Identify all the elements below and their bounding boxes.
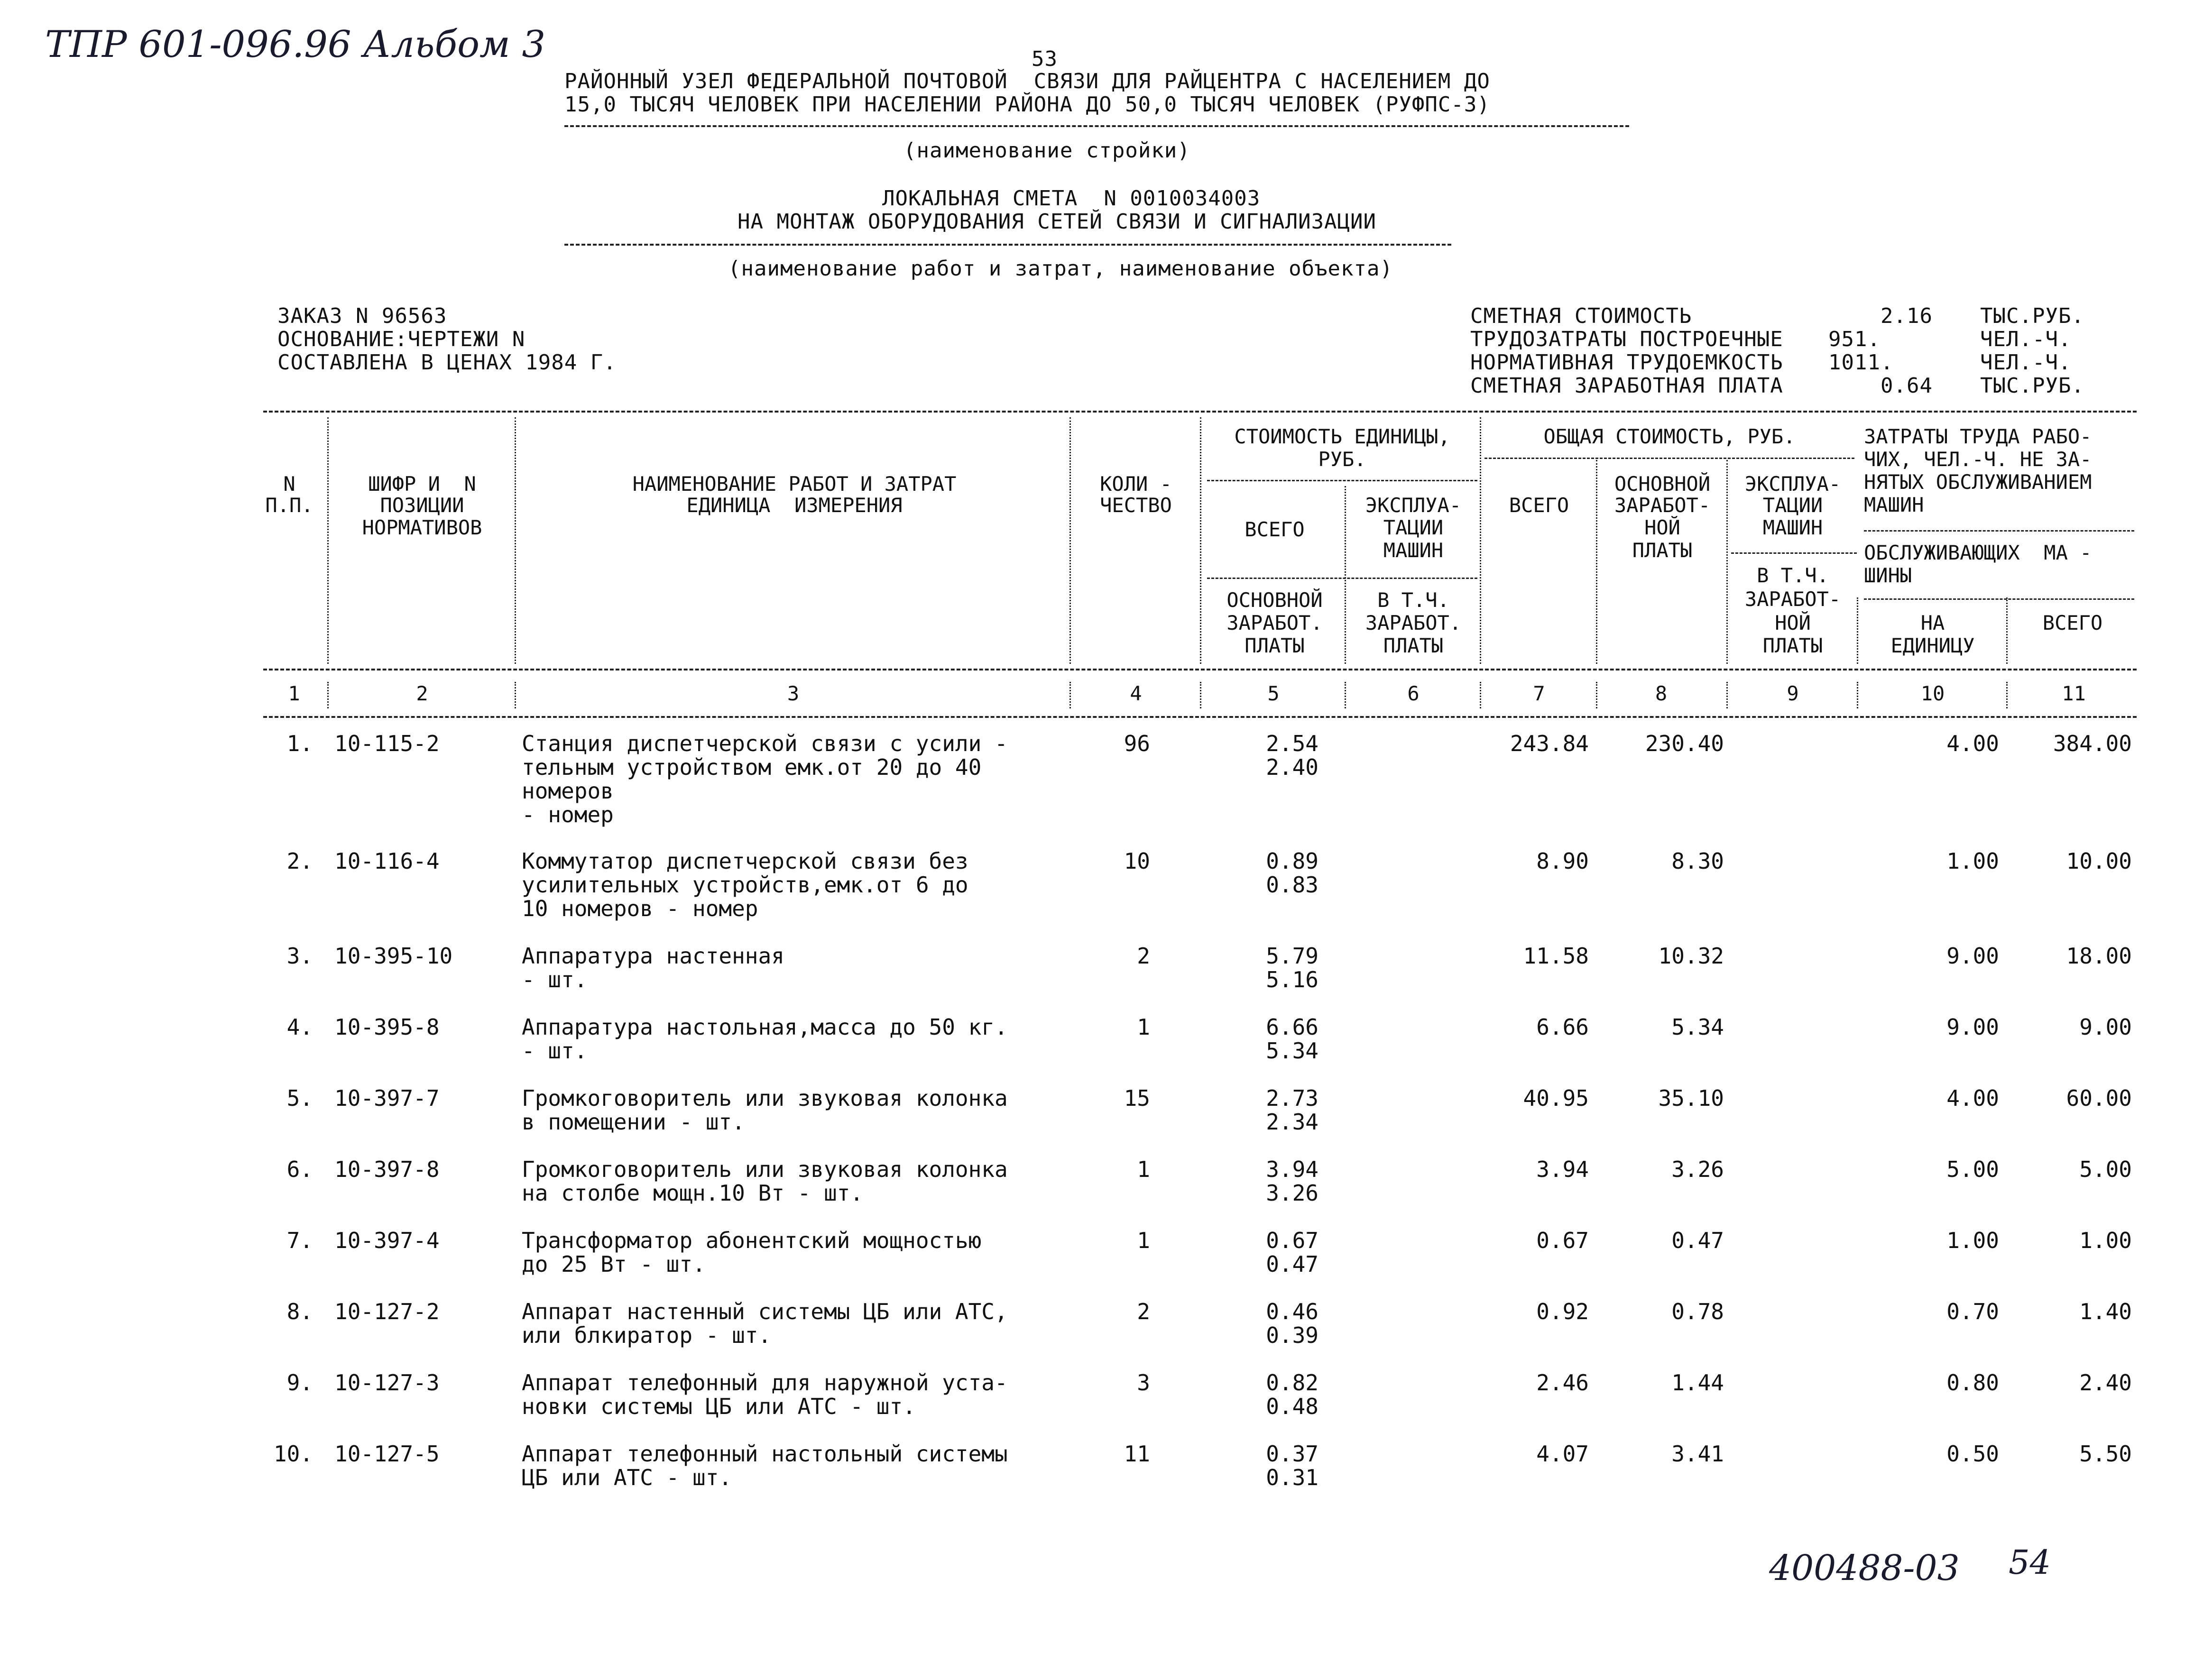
column-number: 11	[2062, 682, 2086, 705]
header-total-machine-wage-label: ПЛАТЫ	[1762, 634, 1823, 657]
header-total-machine-label: ТАЦИИ	[1762, 494, 1823, 517]
row-total-cost: 2.46	[1536, 1370, 1589, 1395]
order-prices: СОСТАВЛЕНА В ЦЕНАХ 1984 Г.	[277, 350, 617, 375]
column-divider	[1857, 597, 1858, 664]
row-work-name: Громкоговоритель или звуковая колонка	[522, 1157, 1008, 1182]
row-work-name: на столбе мощн.10 Вт - шт.	[522, 1180, 864, 1206]
header-unit-total-label: ВСЕГО	[1245, 518, 1305, 541]
header-machine-wage-label: ЗАРАБОТ.	[1365, 611, 1462, 634]
header-total-cost-group: ОБЩАЯ СТОИМОСТЬ, РУБ.	[1543, 425, 1796, 448]
summary-value: 2.16	[1881, 304, 1933, 328]
row-unit-wage: 0.83	[1266, 872, 1318, 898]
summary-unit: ТЫС.РУБ.	[1980, 374, 2084, 398]
row-unit-cost: 6.66	[1266, 1014, 1318, 1040]
summary-value: 1011.	[1828, 350, 1894, 375]
column-divider	[327, 417, 329, 664]
header-labor-sub-rule	[1864, 598, 2134, 600]
row-number: 2.	[286, 848, 313, 874]
column-number: 1	[288, 682, 300, 705]
row-quantity: 15	[1124, 1085, 1150, 1111]
column-divider	[1345, 682, 1346, 708]
header-machine-cost-label: ТАЦИИ	[1383, 516, 1444, 539]
column-divider	[1069, 417, 1071, 664]
header-total-machine-label: МАШИН	[1762, 516, 1823, 539]
row-labor-total: 1.40	[2079, 1299, 2132, 1324]
row-unit-wage: 2.34	[1266, 1109, 1318, 1135]
row-labor-total: 10.00	[2066, 848, 2132, 874]
row-unit-cost: 2.54	[1266, 731, 1318, 756]
header-machine-cost-label: МАШИН	[1383, 539, 1444, 562]
row-total-cost: 8.90	[1536, 848, 1589, 874]
row-quantity: 2	[1137, 943, 1150, 969]
row-code: 10-116-4	[334, 848, 440, 874]
handwritten-document-code: 400488-03	[1769, 1548, 1960, 1588]
estimate-underline	[564, 244, 1451, 246]
column-number: 2	[416, 682, 428, 705]
column-number: 8	[1655, 682, 1668, 705]
handwritten-album-reference: ТПР 601-096.96 Альбом 3	[45, 23, 546, 66]
row-unit-wage: 2.40	[1266, 754, 1318, 780]
row-work-name: или блкиратор - шт.	[522, 1322, 772, 1348]
summary-unit: ЧЕЛ.-Ч.	[1980, 350, 2072, 375]
row-work-name: - номер	[522, 802, 614, 827]
header-machine-cost-label: ЭКСПЛУА-	[1365, 494, 1462, 517]
header-code-label: ПОЗИЦИИ	[380, 494, 464, 517]
row-work-name: Аппарат телефонный для наружной уста-	[522, 1370, 1008, 1395]
column-divider	[515, 682, 516, 708]
header-unit-wage-label: ЗАРАБОТ.	[1226, 611, 1323, 634]
row-code: 10-395-10	[334, 943, 453, 969]
header-total-wage-label: ЗАРАБОТ-	[1614, 494, 1711, 517]
header-machine-wage-label: ПЛАТЫ	[1383, 634, 1444, 657]
header-quantity-label: ЧЕСТВО	[1100, 494, 1172, 517]
row-labor-per-unit: 1.00	[1946, 1228, 1999, 1253]
row-unit-cost: 5.79	[1266, 943, 1318, 969]
column-divider	[1596, 682, 1597, 708]
row-code: 10-397-7	[334, 1085, 440, 1111]
row-total-cost: 0.67	[1536, 1228, 1589, 1253]
row-work-name: 10 номеров - номер	[522, 896, 758, 921]
row-total-cost: 3.94	[1536, 1157, 1589, 1182]
header-row-number-label: П.П.	[265, 494, 313, 517]
row-work-name: Громкоговоритель или звуковая колонка	[522, 1085, 1008, 1111]
row-work-name: Аппаратура настенная	[522, 943, 784, 969]
row-quantity: 1	[1137, 1228, 1150, 1253]
header-work-name-label: ЕДИНИЦА ИЗМЕРЕНИЯ	[686, 494, 903, 517]
row-unit-wage: 3.26	[1266, 1180, 1318, 1206]
summary-label: СМЕТНАЯ ЗАРАБОТНАЯ ПЛАТА	[1470, 374, 1783, 398]
column-divider	[1345, 486, 1346, 664]
row-quantity: 1	[1137, 1014, 1150, 1040]
summary-value: 951.	[1828, 327, 1881, 351]
column-number: 5	[1267, 682, 1280, 705]
row-work-name: номеров	[522, 778, 614, 804]
column-number: 4	[1130, 682, 1142, 705]
header-unit-wage-label: ПЛАТЫ	[1245, 634, 1305, 657]
header-total-cost-rule	[1484, 458, 1854, 459]
column-number: 9	[1787, 682, 1799, 705]
column-divider	[1857, 682, 1858, 708]
row-work-name: тельным устройством емк.от 20 до 40	[522, 754, 982, 780]
header-labor-sub: ОБСЛУЖИВАЮЩИХ МА -	[1864, 541, 2092, 564]
estimate-caption: (наименование работ и затрат, наименование объекта)	[728, 257, 1393, 281]
header-labor-per-unit-label: ЕДИНИЦУ	[1890, 634, 1975, 657]
row-work-name: Коммутатор диспетчерской связи без	[522, 848, 968, 874]
header-code-label: НОРМАТИВОВ	[362, 516, 482, 539]
column-divider	[2006, 682, 2008, 708]
row-unit-wage: 0.31	[1266, 1465, 1318, 1490]
row-unit-wage: 0.39	[1266, 1322, 1318, 1348]
header-quantity-label: КОЛИ -	[1100, 472, 1172, 496]
row-total-cost: 11.58	[1523, 943, 1589, 969]
row-unit-wage: 5.34	[1266, 1038, 1318, 1064]
row-total-wage: 1.44	[1671, 1370, 1724, 1395]
row-labor-total: 5.00	[2079, 1157, 2132, 1182]
row-labor-per-unit: 0.80	[1946, 1370, 1999, 1395]
project-title-line-1: РАЙОННЫЙ УЗЕЛ ФЕДЕРАЛЬНОЙ ПОЧТОВОЙ СВЯЗИ ДЛЯ РАЙЦЕНТРА С НАСЕЛЕНИЕМ ДО	[564, 69, 1490, 93]
header-row-number-label: N	[283, 472, 295, 496]
row-number: 6.	[286, 1157, 313, 1182]
row-unit-cost: 0.37	[1266, 1441, 1318, 1467]
row-unit-wage: 0.48	[1266, 1394, 1318, 1419]
row-unit-cost: 2.73	[1266, 1085, 1318, 1111]
row-labor-per-unit: 1.00	[1946, 848, 1999, 874]
row-number: 5.	[286, 1085, 313, 1111]
header-col9-rule	[1731, 552, 1857, 554]
row-total-cost: 0.92	[1536, 1299, 1589, 1324]
row-labor-per-unit: 5.00	[1946, 1157, 1999, 1182]
row-total-wage: 230.40	[1645, 731, 1724, 756]
column-divider	[1596, 460, 1597, 664]
column-divider	[1200, 417, 1201, 664]
row-labor-total: 1.00	[2079, 1228, 2132, 1253]
header-labor-sub: ШИНЫ	[1864, 564, 1912, 587]
header-labor-total-label: ВСЕГО	[2042, 611, 2103, 634]
column-divider	[327, 682, 329, 708]
row-total-wage: 3.41	[1671, 1441, 1724, 1467]
column-number: 7	[1533, 682, 1545, 705]
header-labor-group: ЧИХ, ЧЕЛ.-Ч. НЕ ЗА-	[1864, 448, 2092, 471]
row-code: 10-397-8	[334, 1157, 440, 1182]
row-labor-total: 384.00	[2053, 731, 2132, 756]
row-total-wage: 0.47	[1671, 1228, 1724, 1253]
column-divider	[1726, 460, 1728, 664]
header-total-wage-label: ОСНОВНОЙ	[1614, 472, 1711, 496]
header-unit-cost-rule	[1207, 480, 1477, 481]
row-quantity: 96	[1124, 731, 1150, 756]
row-labor-per-unit: 4.00	[1946, 1085, 1999, 1111]
row-labor-total: 18.00	[2066, 943, 2132, 969]
column-number: 3	[787, 682, 800, 705]
header-total-machine-wage-label: НОЙ	[1775, 611, 1811, 634]
row-quantity: 2	[1137, 1299, 1150, 1324]
row-total-cost: 6.66	[1536, 1014, 1589, 1040]
row-unit-cost: 0.82	[1266, 1370, 1318, 1395]
row-work-name: Трансформатор абонентский мощностью	[522, 1228, 982, 1253]
row-number: 3.	[286, 943, 313, 969]
row-number: 7.	[286, 1228, 313, 1253]
header-total-label: ВСЕГО	[1509, 494, 1569, 517]
header-labor-per-unit-label: НА	[1920, 611, 1945, 634]
row-labor-total: 2.40	[2079, 1370, 2132, 1395]
row-quantity: 11	[1124, 1441, 1150, 1467]
summary-label: НОРМАТИВНАЯ ТРУДОЕМКОСТЬ	[1470, 350, 1783, 375]
handwritten-page-number: 54	[2009, 1543, 2051, 1582]
row-total-wage: 35.10	[1658, 1085, 1724, 1111]
header-bottom-border	[263, 669, 2137, 670]
column-divider	[1069, 682, 1071, 708]
row-labor-total: 60.00	[2066, 1085, 2132, 1111]
row-quantity: 1	[1137, 1157, 1150, 1182]
estimate-subtitle: НА МОНТАЖ ОБОРУДОВАНИЯ СЕТЕЙ СВЯЗИ И СИГНАЛИЗАЦИИ	[738, 210, 1377, 234]
row-unit-cost: 3.94	[1266, 1157, 1318, 1182]
header-labor-group: МАШИН	[1864, 493, 1924, 516]
order-basis: ОСНОВАНИЕ:ЧЕРТЕЖИ N	[277, 327, 526, 351]
row-labor-total: 9.00	[2079, 1014, 2132, 1040]
row-quantity: 10	[1124, 848, 1150, 874]
row-number: 10.	[273, 1441, 313, 1467]
header-total-machine-wage-label: В Т.Ч.	[1757, 564, 1829, 587]
row-labor-per-unit: 0.70	[1946, 1299, 1999, 1324]
project-title-line-2: 15,0 ТЫСЯЧ ЧЕЛОВЕК ПРИ НАСЕЛЕНИИ РАЙОНА ДО 50,0 ТЫСЯЧ ЧЕЛОВЕК (РУФПС-3)	[564, 92, 1490, 117]
summary-label: ТРУДОЗАТРАТЫ ПОСТРОЕЧНЫЕ	[1470, 327, 1783, 351]
row-quantity: 3	[1137, 1370, 1150, 1395]
column-number: 10	[1920, 682, 1945, 705]
row-number: 8.	[286, 1299, 313, 1324]
header-labor-group: ЗАТРАТЫ ТРУДА РАБО-	[1864, 425, 2092, 448]
column-numbers-bottom-border	[263, 716, 2137, 718]
row-number: 9.	[286, 1370, 313, 1395]
row-unit-cost: 0.67	[1266, 1228, 1318, 1253]
row-work-name: новки системы ЦБ или АТС - шт.	[522, 1394, 916, 1419]
summary-value: 0.64	[1881, 374, 1933, 398]
header-labor-group: НЯТЫХ ОБСЛУЖИВАНИЕМ	[1864, 470, 2092, 494]
row-work-name: Станция диспетчерской связи с усили -	[522, 731, 1008, 756]
column-divider	[515, 417, 516, 664]
row-work-name: Аппарат телефонный настольный системы	[522, 1441, 1008, 1467]
header-unit-cost-group: РУБ.	[1318, 448, 1366, 471]
table-top-border	[263, 411, 2137, 413]
row-total-wage: 3.26	[1671, 1157, 1724, 1182]
row-code: 10-127-2	[334, 1299, 440, 1324]
row-labor-per-unit: 4.00	[1946, 731, 1999, 756]
header-code-label: ШИФР И N	[368, 472, 476, 496]
column-number: 6	[1407, 682, 1420, 705]
row-total-wage: 0.78	[1671, 1299, 1724, 1324]
row-number: 1.	[286, 731, 313, 756]
order-number: ЗАКАЗ N 96563	[277, 304, 447, 328]
column-divider	[2006, 597, 2008, 664]
row-labor-per-unit: 0.50	[1946, 1441, 1999, 1467]
column-divider	[1480, 682, 1481, 708]
header-work-name-label: НАИМЕНОВАНИЕ РАБОТ И ЗАТРАТ	[632, 472, 957, 496]
row-labor-per-unit: 9.00	[1946, 943, 1999, 969]
header-machine-wage-label: В Т.Ч.	[1377, 588, 1449, 612]
row-code: 10-127-5	[334, 1441, 440, 1467]
estimate-title: ЛОКАЛЬНАЯ СМЕТА N 0010034003	[882, 186, 1261, 211]
row-unit-wage: 0.47	[1266, 1251, 1318, 1277]
row-unit-cost: 0.89	[1266, 848, 1318, 874]
summary-unit: ЧЕЛ.-Ч.	[1980, 327, 2072, 351]
header-labor-rule	[1864, 530, 2134, 532]
row-total-cost: 40.95	[1523, 1085, 1589, 1111]
row-code: 10-115-2	[334, 731, 440, 756]
row-labor-total: 5.50	[2079, 1441, 2132, 1467]
row-total-wage: 5.34	[1671, 1014, 1724, 1040]
header-total-machine-label: ЭКСПЛУА-	[1744, 472, 1841, 496]
row-work-name: в помещении - шт.	[522, 1109, 745, 1135]
column-divider	[1726, 682, 1728, 708]
header-total-machine-wage-label: ЗАРАБОТ-	[1744, 588, 1841, 611]
column-divider	[1480, 417, 1481, 664]
row-labor-per-unit: 9.00	[1946, 1014, 1999, 1040]
row-work-name: ЦБ или АТС - шт.	[522, 1465, 732, 1490]
row-work-name: - шт.	[522, 967, 588, 992]
row-work-name: - шт.	[522, 1038, 588, 1064]
row-unit-wage: 5.16	[1266, 967, 1318, 992]
row-total-cost: 4.07	[1536, 1441, 1589, 1467]
row-code: 10-127-3	[334, 1370, 440, 1395]
row-code: 10-397-4	[334, 1228, 440, 1253]
row-number: 4.	[286, 1014, 313, 1040]
row-total-wage: 10.32	[1658, 943, 1724, 969]
summary-unit: ТЫС.РУБ.	[1980, 304, 2084, 328]
row-work-name: Аппарат настенный системы ЦБ или АТС,	[522, 1299, 1008, 1324]
row-unit-cost: 0.46	[1266, 1299, 1318, 1324]
project-underline	[564, 125, 1629, 127]
header-total-wage-label: ПЛАТЫ	[1632, 539, 1693, 562]
row-work-name: до 25 Вт - шт.	[522, 1251, 706, 1277]
header-total-wage-label: НОЙ	[1644, 516, 1680, 539]
column-divider	[1200, 682, 1201, 708]
row-work-name: усилительных устройств,емк.от 6 до	[522, 872, 968, 898]
summary-label: СМЕТНАЯ СТОИМОСТЬ	[1470, 304, 1692, 328]
row-code: 10-395-8	[334, 1014, 440, 1040]
row-total-wage: 8.30	[1671, 848, 1724, 874]
header-unit-cost-group: СТОИМОСТЬ ЕДИНИЦЫ,	[1234, 425, 1450, 448]
project-caption: (наименование стройки)	[904, 138, 1190, 163]
header-col5-rule	[1207, 578, 1477, 579]
row-work-name: Аппаратура настольная,масса до 50 кг.	[522, 1014, 1008, 1040]
header-unit-wage-label: ОСНОВНОЙ	[1226, 588, 1323, 612]
page-number: 53	[1032, 47, 1058, 71]
row-total-cost: 243.84	[1510, 731, 1589, 756]
